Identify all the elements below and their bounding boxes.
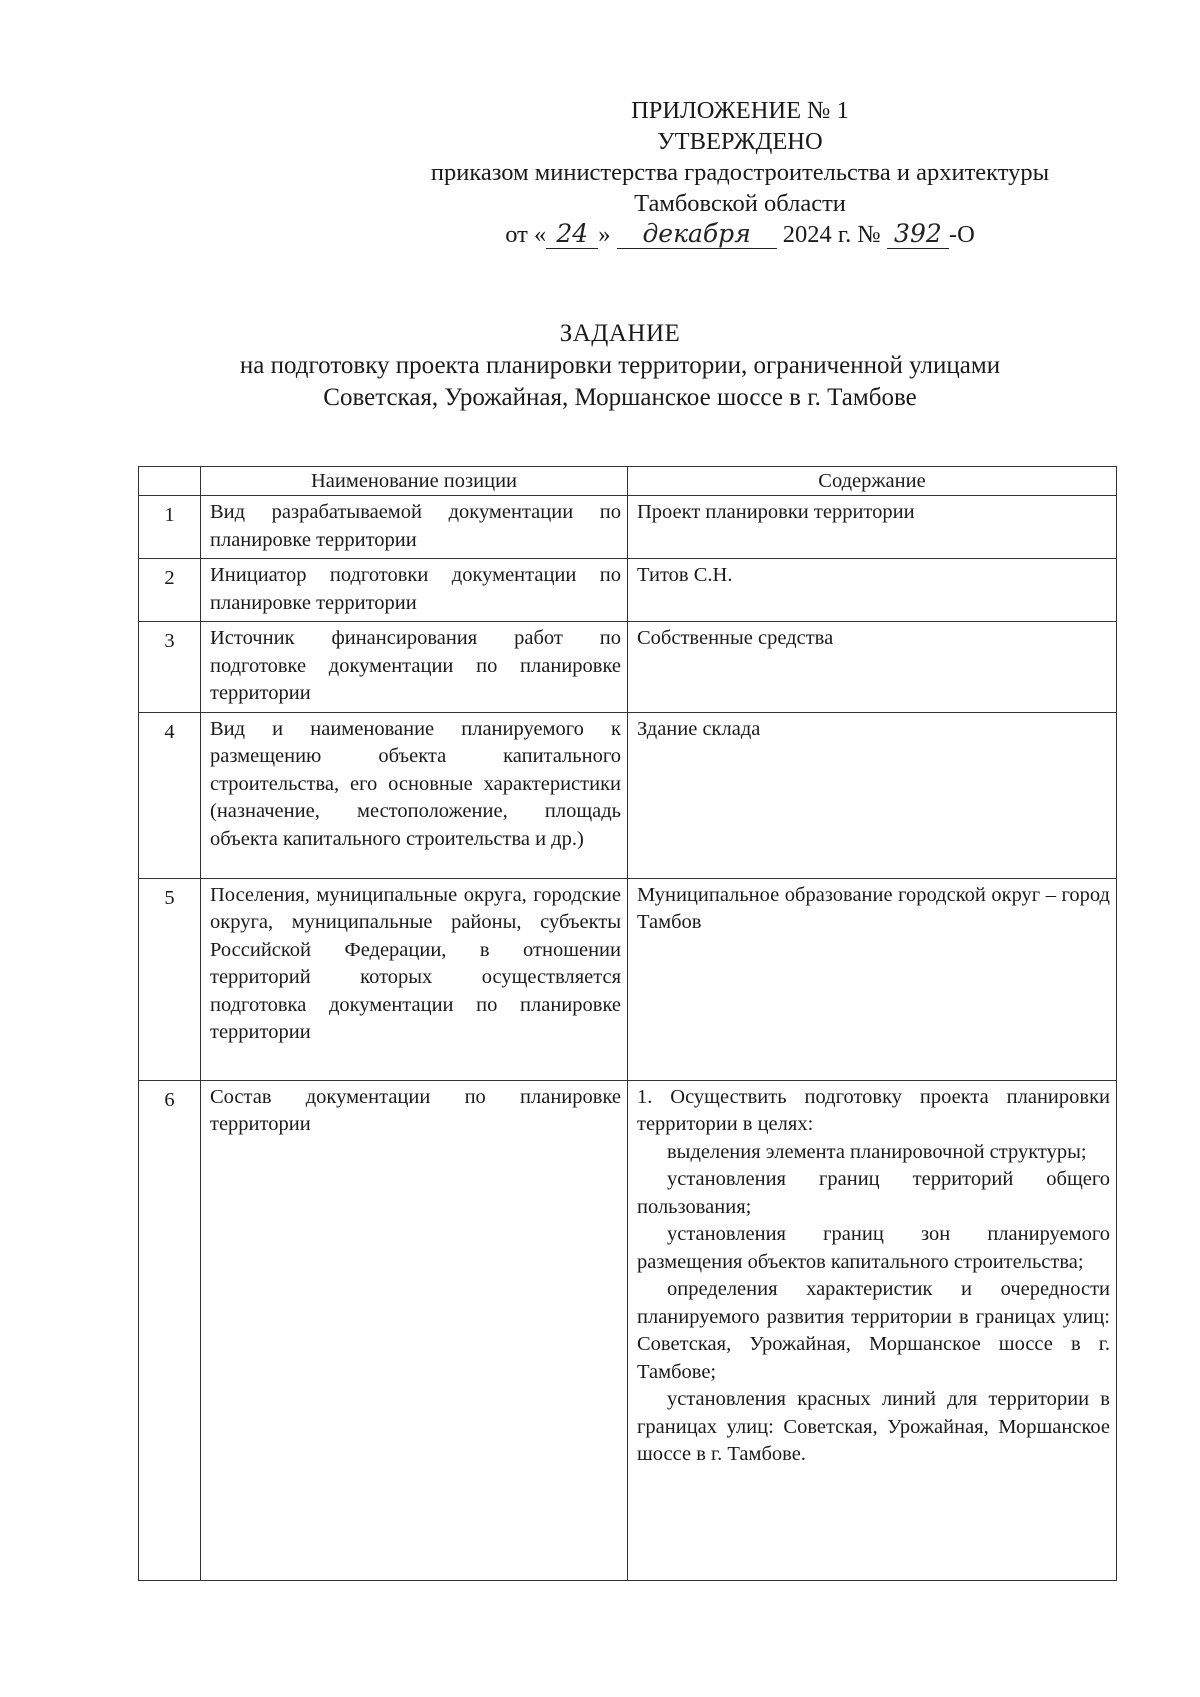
row-content: Здание склада [628,712,1117,878]
date-month: декабря [642,219,751,248]
date-quote-close: » [598,221,611,248]
order-line-1: приказом министерства градостроительства и архитектуры [430,159,1050,186]
row-content: Муниципальное образование городской округ – город Тамбов [628,878,1117,1080]
content-paragraph: выделения элемента планировочной структуры; [667,1140,1087,1163]
row-name: Источник финансирования работ по подготовке документации по планировке территории [201,622,628,713]
row-content [628,1080,1117,1580]
title-subtitle-1: на подготовку проекта планировки территории, ограниченной улицами [239,352,1001,379]
task-table [138,466,1117,1581]
row-content: Собственные средства [628,622,1117,713]
task-table-wrapper [138,466,1116,1581]
row-number: 1 [139,496,201,559]
order-number-suffix: -О [948,221,975,248]
order-date-line [380,219,1100,250]
date-year: 2024 г. № [782,221,881,248]
header-number [139,467,201,496]
row-number: 5 [139,878,201,1080]
date-prefix: от « [505,221,547,248]
date-day-field [546,221,598,249]
row-content: Проект планировки территории [628,496,1117,559]
order-number: 392 [894,219,942,248]
title-subtitle-2: Советская, Урожайная, Моршанское шоссе в г. Тамбове [323,384,917,411]
row-number: 6 [139,1080,201,1580]
row-name: Вид и наименование планируемого к размещению объекта капитального строительства, его основные характеристики (назначение, местоположение, площадь объекта капитального строительства и др.) [201,712,628,878]
date-month-field [617,221,777,249]
content-paragraph: установления границ зон планируемого размещения объектов капитального строительства; [637,1223,1110,1273]
row-name: Вид разрабатываемой документации по планировке территории [201,496,628,559]
approval-block [380,95,1100,250]
row-name: Поселения, муниципальные округа, городские округа, муниципальные районы, субъекты Российской Федерации, в отношении территорий которых осуществляется подготовка документации по планировке территории [201,878,628,1080]
row-content: Титов С.Н. [628,559,1117,622]
row-number: 4 [139,712,201,878]
row-name: Инициатор подготовки документации по планировке территории [201,559,628,622]
approved-label: УТВЕРЖДЕНО [657,128,823,155]
appendix-label: ПРИЛОЖЕНИЕ № 1 [631,97,849,124]
table-row [139,712,1117,878]
order-number-field [887,221,949,249]
table-header-row [139,467,1117,496]
table-row [139,559,1117,622]
content-paragraph: установления красных линий для территории в границах улиц: Советская, Урожайная, Моршанское шоссе в г. Тамбове. [637,1388,1110,1465]
row-name: Состав документации по планировке территории [201,1080,628,1580]
document-title [130,318,1110,414]
table-row [139,496,1117,559]
content-paragraph: 1. Осуществить подготовку проекта планировки территории в целях: [637,1085,1110,1135]
header-name: Наименование позиции [201,467,628,496]
title-main: ЗАДАНИЕ [559,320,681,347]
table-row [139,622,1117,713]
table-row [139,1080,1117,1580]
header-content: Содержание [628,467,1117,496]
row-number: 2 [139,559,201,622]
content-paragraph: определения характеристик и очередности планируемого развития территории в границах улиц: Советская, Урожайная, Моршанское шоссе в г. Тамбове; [637,1278,1110,1383]
order-line-2: Тамбовской области [634,190,846,217]
date-day: 24 [556,219,589,248]
table-row [139,878,1117,1080]
row-number: 3 [139,622,201,713]
content-paragraph: установления границ территорий общего пользования; [637,1168,1110,1218]
